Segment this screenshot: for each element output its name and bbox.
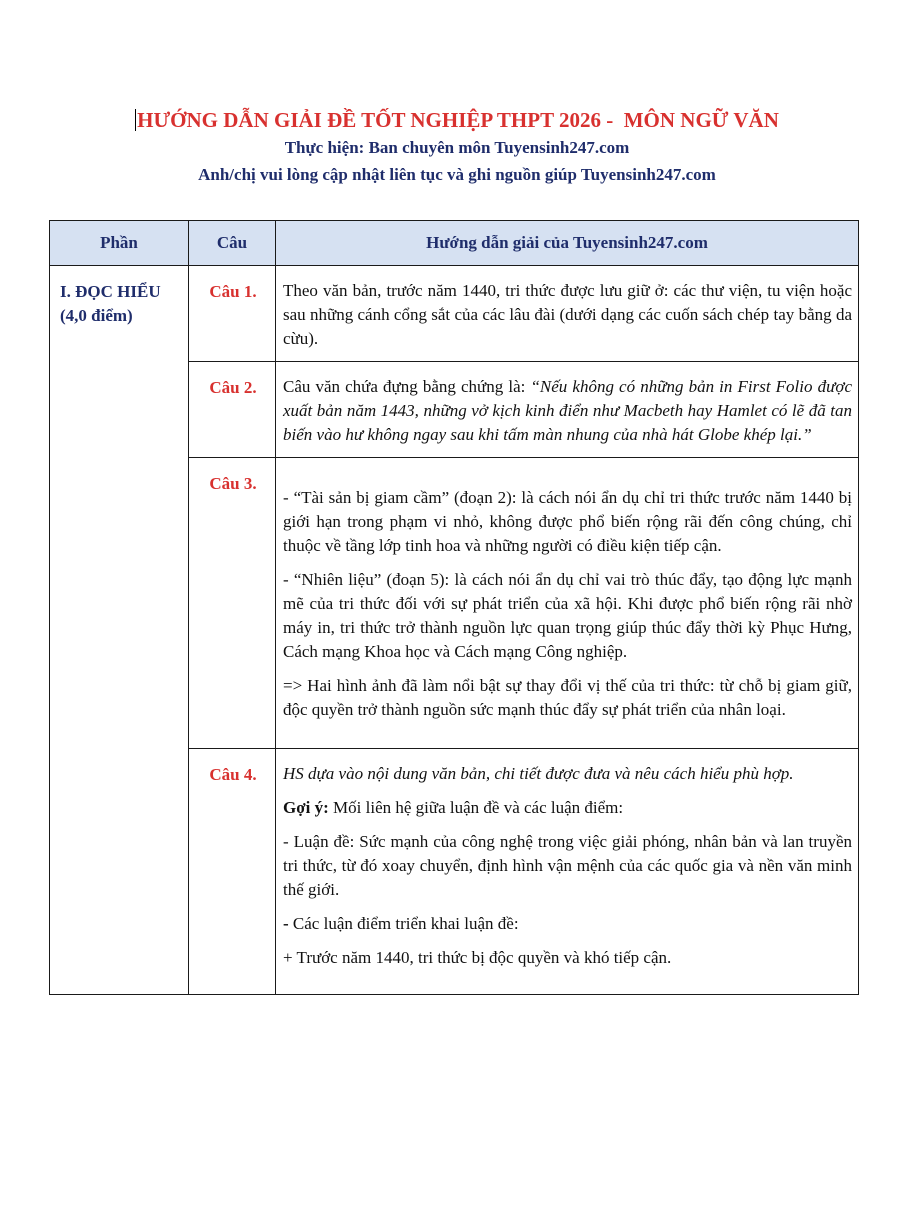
answer-cell — [276, 749, 859, 995]
answer-point: + Trước năm 1440, tri thức bị độc quyền và khó tiếp cận. — [283, 948, 672, 967]
answer-cell — [276, 266, 859, 362]
answer-cell — [276, 458, 859, 749]
question-label: Câu 1. — [189, 266, 276, 362]
column-header-guide: Hướng dẫn giải của Tuyensinh247.com — [276, 221, 859, 266]
answer-paragraph: => Hai hình ảnh đã làm nổi bật sự thay đổi vị thế của tri thức: từ chỗ bị giam giữ, độc quyền trở thành nguồn sức mạnh thúc đẩy sự phát triển của nhân loại. — [283, 676, 852, 719]
question-label: Câu 4. — [189, 749, 276, 995]
table-row — [50, 266, 859, 362]
answer-guide-table — [49, 220, 859, 995]
question-label: Câu 3. — [189, 458, 276, 749]
document-subtitle-author: Thực hiện: Ban chuyên môn Tuyensinh247.com — [284, 138, 630, 157]
column-header-part: Phần — [50, 221, 189, 266]
points-dash: - — [283, 914, 289, 933]
table-header-row — [50, 221, 859, 266]
answer-points-heading — [283, 912, 852, 936]
answer-paragraph: - “Nhiên liệu” (đoạn 5): là cách nói ẩn dụ chỉ vai trò thúc đẩy, tạo động lực mạnh mẽ của tri thức đối với sự phát triển của xã hội. Khi được phổ biến rộng rãi nhờ máy in, tri thức trở thành nguồn lực quan trọng giúp thúc đẩy thời kỳ Phục Hưng, Cách mạng Khoa học và Cách mạng Công nghiệp. — [283, 570, 852, 661]
answer-hint — [283, 796, 852, 820]
document-title — [0, 106, 914, 134]
answer-thesis: - Luận đề: Sức mạnh của công nghệ trong việc giải phóng, nhân bản và lan truyền tri thức, từ đó xoay chuyển, định hình vận mệnh của các quốc gia và nền văn minh thế giới. — [283, 832, 852, 899]
section-points: (4,0 điểm) — [60, 306, 133, 325]
answer-text: Theo văn bản, trước năm 1440, tri thức được lưu giữ ở: các thư viện, tu viện hoặc sau những cánh cổng sắt của các lâu đài (dưới dạng các cuốn sách chép tay bằng da cừu). — [283, 281, 852, 348]
points-text: Các luận điểm triển khai luận đề: — [288, 914, 519, 933]
answer-prefix: Câu văn chứa đựng bằng chứng là: — [283, 377, 531, 396]
document-header — [0, 106, 914, 188]
hint-label: Gợi ý: — [283, 798, 329, 817]
answer-text — [283, 375, 852, 447]
text-cursor — [135, 109, 136, 131]
question-label: Câu 2. — [189, 362, 276, 458]
document-title-text: HƯỚNG DẪN GIẢI ĐỀ TỐT NGHIỆP THPT 2026 - MÔN NGỮ VĂN — [137, 108, 779, 132]
answer-quote: “Nếu không có những bản in First Folio được xuất bản năm 1443, những vở kịch kinh điển như Macbeth hay Hamlet có lẽ đã tan biến vào hư không ngay sau khi tấm màn nhung của nhà hát Globe khép lại.” — [283, 377, 852, 444]
answer-intro: HS dựa vào nội dung văn bản, chi tiết được đưa và nêu cách hiểu phù hợp. — [283, 764, 794, 783]
document-subtitle-note: Anh/chị vui lòng cập nhật liên tục và ghi nguồn giúp Tuyensinh247.com — [198, 165, 716, 184]
section-title: I. ĐỌC HIỂU — [60, 282, 161, 301]
section-cell — [50, 266, 189, 995]
column-header-question: Câu — [189, 221, 276, 266]
hint-text: Mối liên hệ giữa luận đề và các luận điểm: — [328, 798, 624, 817]
answer-cell — [276, 362, 859, 458]
answer-paragraph: - “Tài sản bị giam cầm” (đoạn 2): là cách nói ẩn dụ chỉ tri thức trước năm 1440 bị giới hạn trong phạm vi nhỏ, không được phổ biến rộng rãi đến công chúng, chỉ thuộc về tầng lớp tinh hoa và những người có điều kiện tiếp cận. — [283, 488, 852, 555]
